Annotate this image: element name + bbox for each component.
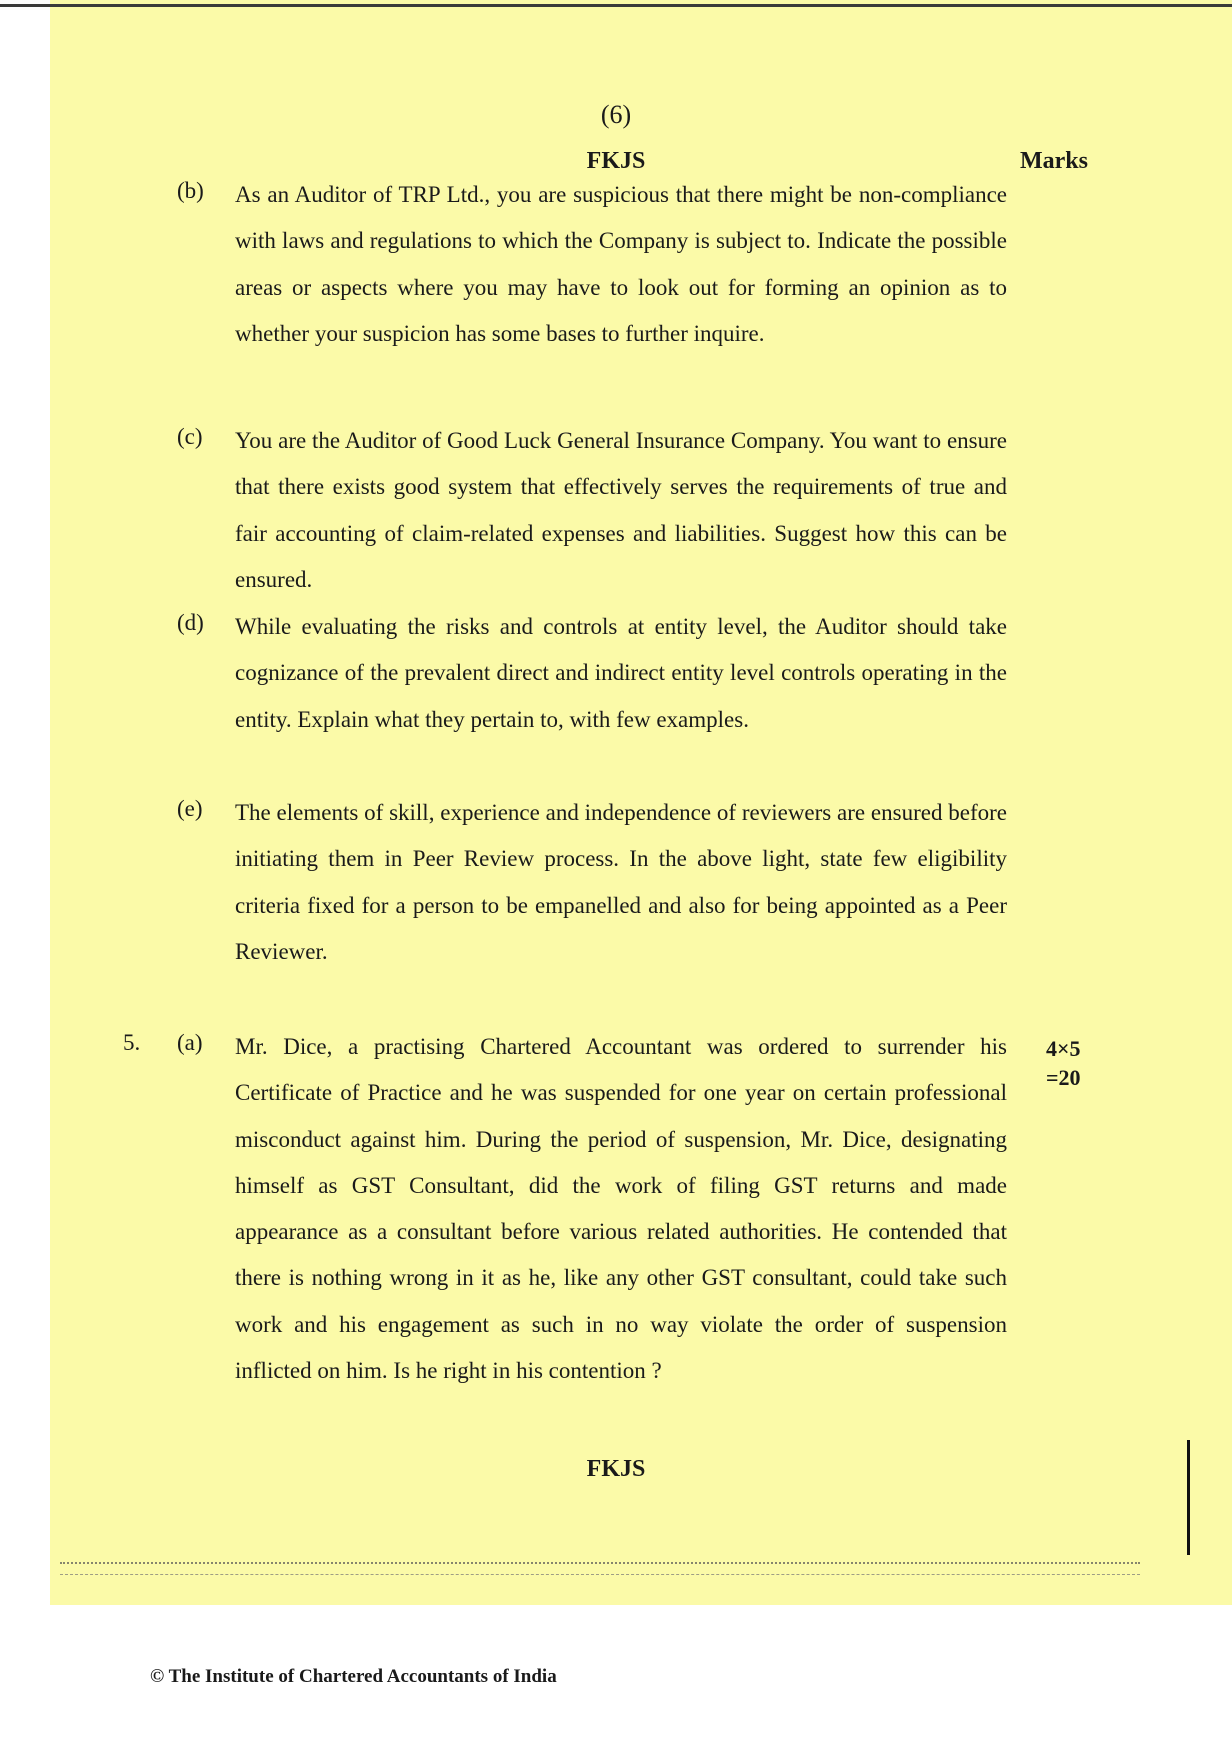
scan-edge-mark (1187, 1440, 1190, 1555)
copyright-footer: © The Institute of Chartered Accountants of India (150, 1666, 557, 1687)
question-label: (d) (177, 610, 204, 635)
marks-line-2: =20 (1046, 1065, 1081, 1090)
marks-value (1046, 1034, 1081, 1092)
paper-code: FKJS (586, 148, 646, 174)
question-label: (e) (177, 796, 203, 821)
question-number: 5. (123, 1030, 141, 1055)
question-text: You are the Auditor of Good Luck General Insurance Company. You want to ensure that there exists good system that effectively serves the requirements of true and fair accounting of claim-related expenses and liabilities. Suggest how this can be ensured. (235, 428, 1007, 592)
marks-heading: Marks (1020, 148, 1088, 174)
top-border-line (0, 4, 1232, 7)
question-label: (b) (177, 178, 204, 203)
question-text: Mr. Dice, a practising Chartered Accountant was ordered to surrender his Certificate of Practice and he was suspended for one year on certain professional misconduct against him. During the period of suspension, Mr. Dice, designating himself as GST Consultant, did the work of filing GST returns and made appearance as a consultant before various related authorities. He contended that there is nothing wrong in it as he, like any other GST consultant, could take such work and his engagement as such in no way violate the order of suspension inflicted on him. Is he right in his contention ? (235, 1034, 1007, 1384)
question-label: (c) (177, 424, 203, 449)
scan-artifact-line (60, 1562, 1140, 1575)
question-text: The elements of skill, experience and independence of reviewers are ensured before initiating them in Peer Review process. In the above light, state few eligibility criteria fixed for a person to be empanelled and also for being appointed as a Peer Reviewer. (235, 800, 1007, 964)
bottom-paper-code: FKJS (586, 1456, 646, 1482)
question-text: As an Auditor of TRP Ltd., you are suspicious that there might be non-compliance with laws and regulations to which the Company is subject to. Indicate the possible areas or aspects where you may have to look out for forming an opinion as to whether your suspicion has some bases to further inquire. (235, 182, 1007, 346)
question-text: While evaluating the risks and controls at entity level, the Auditor should take cognizance of the prevalent direct and indirect entity level controls operating in the entity. Explain what they pertain to, with few examples. (235, 614, 1007, 732)
question-label: (a) (177, 1030, 203, 1055)
marks-line-1: 4×5 (1046, 1036, 1081, 1061)
page-number: (6) (600, 100, 632, 129)
